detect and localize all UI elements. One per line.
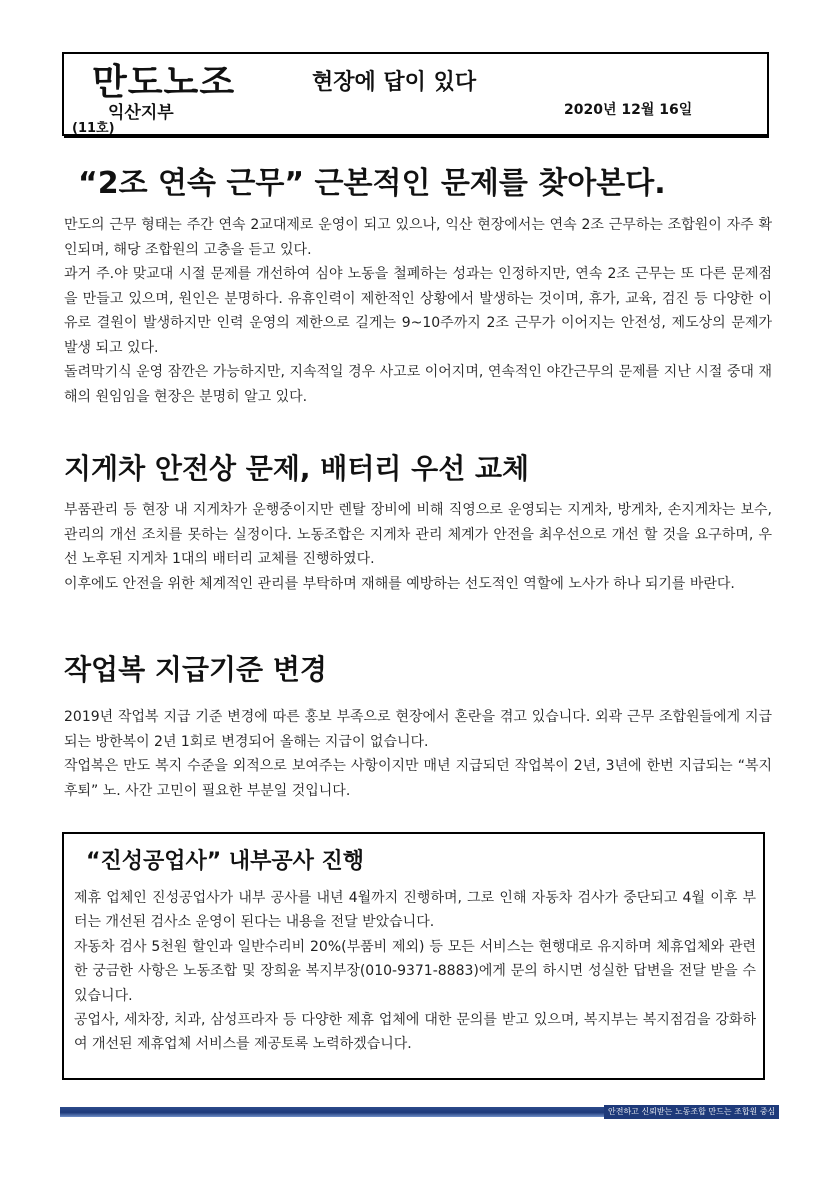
article-paragraph: 만도의 근무 형태는 주간 연속 2교대제로 운영이 되고 있으나, 익산 현장에서는 연속 2조 근무하는 조합원이 자주 확인되며, 해당 조합원의 고충을 듣고 있다. xyxy=(64,217,772,258)
slogan: 현장에 답이 있다 xyxy=(312,70,477,95)
notice-title: “진성공업사” 내부공사 진행 xyxy=(86,849,365,874)
article-paragraph: 과거 주.야 맞교대 시절 문제를 개선하여 심야 노동을 철폐하는 성과는 인정하지만, 연속 2조 근무는 또 다른 문제점을 만들고 있으며, 원인은 분명하다. 유휴인력이 제한적인 상황에서 발생하는 것이며, 휴가, 교육, 검진 등 다양한 이유로 결원이 발생하지만 인력 운영의 제한으로 길게는 9~10주까지 2조 근무가 이어지는 안전성, 제도상의 문제가 발생 되고 있다. xyxy=(64,266,772,356)
footer-tagline: 안전하고 신뢰받는 노동조합 만드는 조합원 중심 xyxy=(604,1105,779,1119)
notice-body xyxy=(74,886,756,1057)
publication-date: 2020년 12월 16일 xyxy=(564,102,693,118)
notice-paragraph: 제휴 업체인 진성공업사가 내부 공사를 내년 4월까지 진행하며, 그로 인해 자동차 검사가 중단되고 4월 이후 부터는 개선된 검사소 운영이 된다는 내용을 전달 받았습니다. xyxy=(74,890,756,931)
article-paragraph: 부품관리 등 현장 내 지게차가 운행중이지만 렌탈 장비에 비해 직영으로 운영되는 지게차, 방게차, 손지게차는 보수, 관리의 개선 조치를 못하는 실정이다. 노동조합은 지게차 관리 체계가 안전을 최우선으로 개선 할 것을 요구하며, 우선 노후된 지게차 1대의 배터리 교체를 진행하였다. xyxy=(64,502,772,567)
header-divider xyxy=(64,136,769,138)
article-paragraph: 2019년 작업복 지급 기준 변경에 따른 홍보 부족으로 현장에서 혼란을 겪고 있습니다. 외곽 근무 조합원들에게 지급되는 방한복이 2년 1회로 변경되어 올해는 지급이 없습니다. xyxy=(64,709,772,750)
article-paragraph: 이후에도 안전을 위한 체계적인 관리를 부탁하며 재해를 예방하는 선도적인 역할에 노사가 하나 되기를 바란다. xyxy=(64,575,735,592)
article-title: “2조 연속 근무” 근본적인 문제를 찾아본다. xyxy=(78,166,666,201)
notice-paragraph: 자동차 검사 5천원 할인과 일반수리비 20%(부품비 제외) 등 모든 서비스는 현행대로 유지하며 체휴업체와 관련한 궁금한 사항은 노동조합 및 장희윤 복지부장(010-9371-8883)에게 문의 하시면 성실한 답변을 전달 받을 수 있습니다. xyxy=(74,938,756,1004)
notice-box xyxy=(62,832,765,1080)
notice-paragraph: 공업사, 세차장, 치과, 삼성프라자 등 다양한 제휴 업체에 대한 문의를 받고 있으며, 복지부는 복지점검을 강화하여 개선된 제휴업체 서비스를 제공토록 노력하겠습니다. xyxy=(74,1012,756,1053)
article-paragraph: 작업복은 만도 복지 수준을 외적으로 보여주는 사항이지만 매년 지급되던 작업복이 2년, 3년에 한번 지급되는 “복지 후퇴” 노. 사간 고민이 필요한 부분일 것입니다. xyxy=(64,758,772,799)
article-title: 지게차 안전상 문제, 배터리 우선 교체 xyxy=(64,452,530,485)
masthead xyxy=(62,52,769,136)
union-name: 만도노조 xyxy=(92,62,236,103)
article-body xyxy=(64,498,772,596)
article-title: 작업복 지급기준 변경 xyxy=(64,653,327,686)
article-paragraph: 돌려막기식 운영 잠깐은 가능하지만, 지속적일 경우 사고로 이어지며, 연속적인 야간근무의 문제를 지난 시절 중대 재해의 원임임을 현장은 분명히 알고 있다. xyxy=(64,364,772,405)
branch-name: 익산지부 xyxy=(108,103,174,123)
article-body xyxy=(64,705,772,803)
article-body xyxy=(64,213,772,409)
issue-number: (11호) xyxy=(72,121,115,136)
